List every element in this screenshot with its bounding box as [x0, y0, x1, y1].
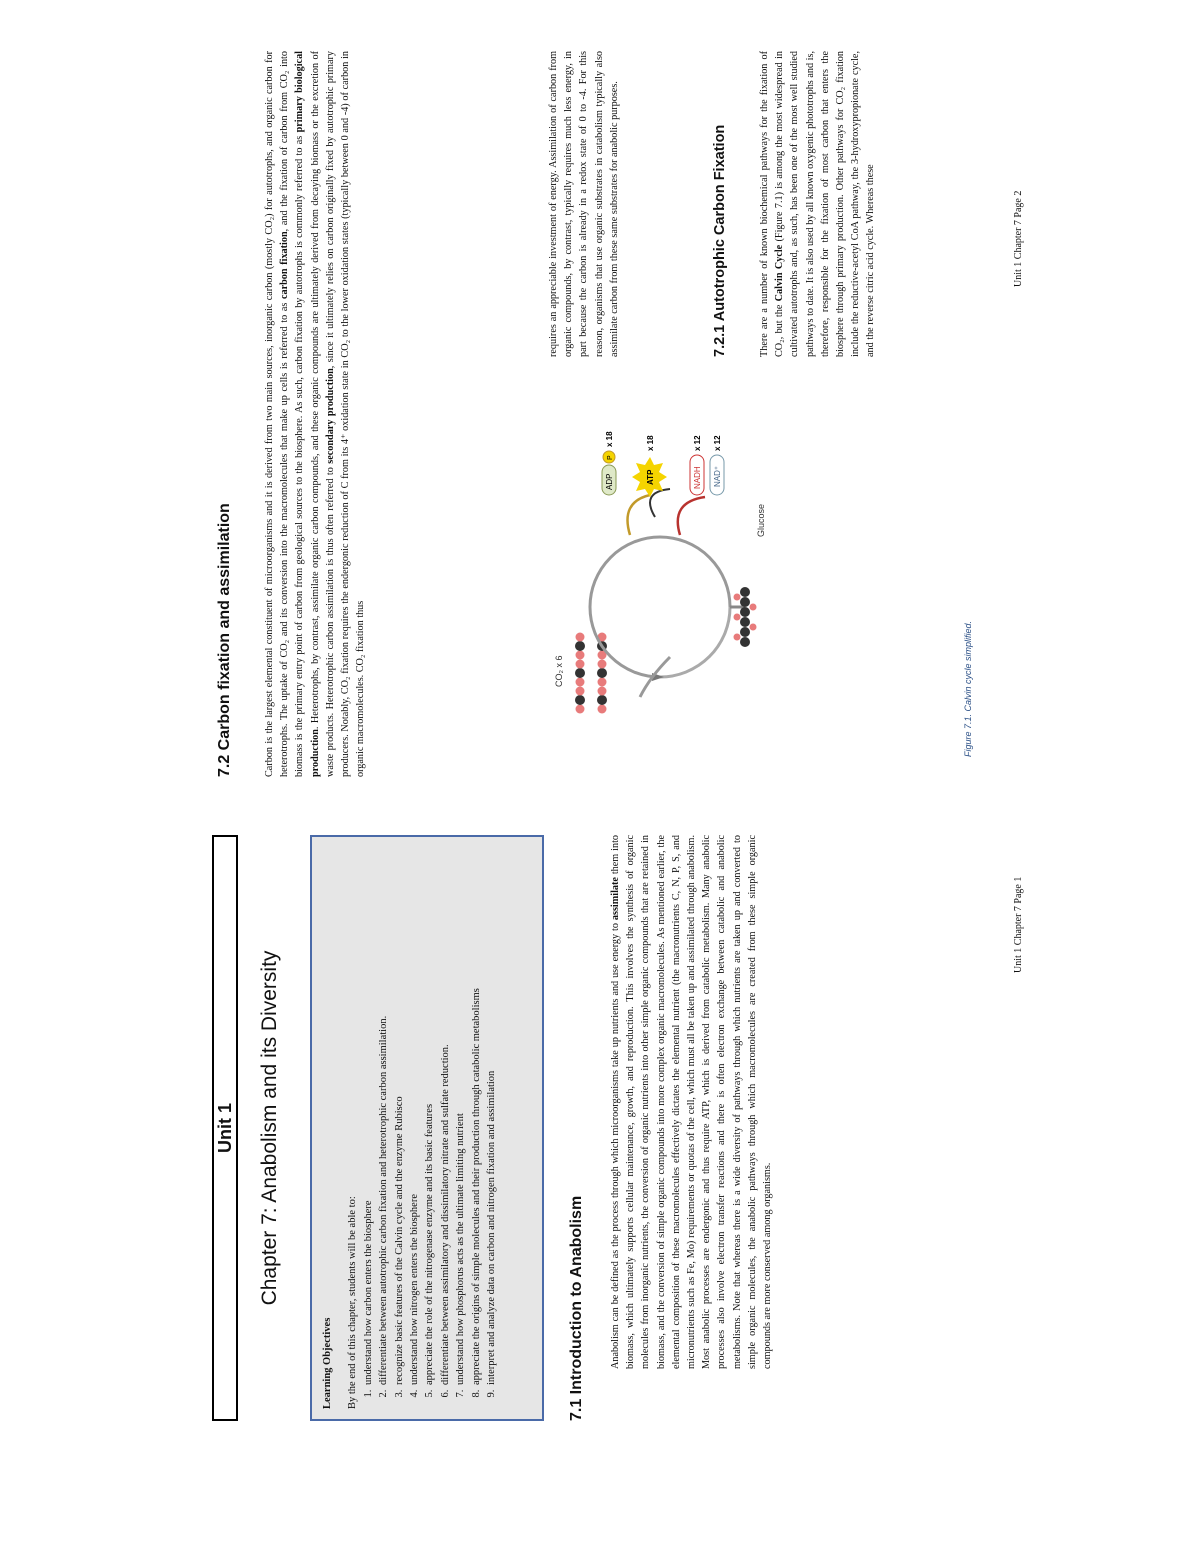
- bold-term: carbon fixation: [279, 231, 291, 299]
- text-run: them into biomass, which ultimately supports cellular maintenance, growth, and reproduction. This involves the synthesis of organic molecules from inorganic nutrients, the conversion of organic nutrients into other simple organic compounds that are retained in biomass, and the conversion of simple organic compounds into more complex organic macromolecules. As mentioned earlier, the elemental composition of these macromolecules effectively dictates the elemental nutrient (the macronutrients C, N, P, S, and micronutrients such as Fe, Mo) requirements or quotas of the cell, which must all be taken up and assimilated through anabolism. Most anabolic processes are endergonic and thus require ATP, which is derived from catabolic metabolism. Many anabolic processes also involve electron transfer reactions and there is often electron exchange between catabolic and anabolic metabolisms. Note that whereas there is a wide diversity of pathways through which nutrients are taken up and converted to simple organic molecules, the anabolic pathways through which macromolecules are created from these simple organic compounds are more conserved among organisms.: [610, 834, 774, 1369]
- text-run: , since it ultimately relies on carbon originally fixed by autotrophic primary producers. Notably, CO₂ fixation requires the endergonic reduction of C from its 4⁺ oxidation state in CO₂ to the lower oxidation states (typically between 0 and -4) of carbon in organic macromolecules. CO₂ fixation thus: [324, 51, 367, 777]
- bold-term: assimilate: [610, 877, 621, 921]
- learning-objectives-list: [361, 847, 500, 1409]
- section-7-2-1-paragraph: [757, 51, 879, 357]
- text-run: Anabolism can be defined as the process through which microorganisms take up nutrients and use energy to: [610, 920, 621, 1369]
- atp-count: x 18: [646, 435, 655, 451]
- text-run: Carbon is the largest elemental constituent of microorganisms and it is derived from two main sources, inorganic carbon (mostly CO₂) for autotrophs, and organic carbon for heterotrophs. The uptake of CO₂ and its conversion into the macromolecules that make up cells is referred to as: [264, 51, 291, 777]
- objective-item: 7. understand how phosphorus acts as the ultimate limiting nutrient: [453, 847, 468, 1387]
- glucose-molecule-icon: [734, 587, 757, 647]
- glucose-label: Glucose: [756, 503, 766, 537]
- adp-count: x 18: [605, 431, 614, 447]
- nad-pill: [710, 435, 724, 495]
- page-1: [0, 777, 1200, 1553]
- objective-item: 8. appreciate the origins of simple molecules and their production through catabolic metabolisms: [469, 847, 484, 1387]
- phosphate-label: P: [607, 455, 614, 460]
- text-run: , and the fixation of carbon from CO₂ into biomass is the primary entry point of carbon from geological sources to the biosphere. As such, carbon fixation by autotrophs is commonly referred to as: [279, 51, 306, 777]
- adp-label: ADP: [605, 473, 614, 490]
- objective-item: 2. differentiate between autotrophic carbon fixation and heterotrophic carbon assimilation.: [376, 847, 391, 1387]
- objective-item: 5. appreciate the role of the nitrogenase enzyme and its basic features: [422, 847, 437, 1387]
- section-7-1-paragraph: [608, 835, 775, 1369]
- section-7-2-paragraph: [262, 51, 368, 777]
- text-run: (Figure 7.1) is among the most widespread in cultivated autotrophs and, as such, has been one of the most well studied pathways to date. It is also used by all known oxygenic phototrophs and is, therefore, responsible for the fixation of most carbon that enters the biosphere through primary production. Other pathways for CO₂ fixation include the reductive-acetyl CoA pathway, the 3-hydroxypropionate cycle, and the reverse citric acid cycle. Whereas these: [774, 50, 877, 357]
- chapter-title: Chapter 7: Anabolism and its Diversity: [258, 950, 281, 1306]
- section-heading-7-1: 7.1 Introduction to Anabolism: [568, 1195, 585, 1421]
- nadh-count: x 12: [693, 435, 702, 451]
- figure-caption: Figure 7.1. Calvin cycle simplified.: [963, 620, 973, 757]
- bold-term: primary biological production: [294, 50, 321, 777]
- nad-count: x 12: [713, 435, 722, 451]
- objective-item: 1. understand how carbon enters the biosphere: [361, 847, 376, 1387]
- unit-label: Unit 1: [214, 1103, 235, 1154]
- adp-pill: [602, 431, 616, 495]
- text-run: . Heterotrophs, by contrast, assimilate organic carbon compounds, and these organic compounds are ultimately derived from decaying biomass or the excretion of waste products. Heterotrophic carbon assimilation is thus often referred to: [309, 51, 336, 777]
- objective-item: 9. interpret and analyze data on carbon and nitrogen fixation and assimilation: [484, 847, 499, 1387]
- learning-objectives-intro: By the end of this chapter, students will be able to:: [347, 1196, 359, 1409]
- learning-objectives-box: [310, 835, 544, 1421]
- section-heading-7-2: 7.2 Carbon fixation and assimilation: [216, 503, 233, 777]
- nad-arrow-icon: [650, 489, 670, 517]
- objective-item: 3. recognize basic features of the Calvin cycle and the enzyme Rubisco: [392, 847, 407, 1387]
- nadh-arrow-icon: [678, 497, 705, 535]
- learning-objectives-title: Learning Objectives: [322, 1317, 333, 1409]
- objective-item: 6. differentiate between assimilatory and dissimilatory nitrate and sulfate reduction.: [438, 847, 453, 1387]
- subsection-heading-7-2-1: 7.2.1 Autotrophic Carbon Fixation: [712, 124, 728, 357]
- cycle-circle-icon: [590, 537, 745, 697]
- bold-term: secondary production: [324, 368, 336, 464]
- section-7-2-paragraph-continued: requires an appreciable investment of energy. Assimilation of carbon from organic compounds, by contrast, typically requires much less energy, in part because the carbon is already in a redox state of 0 to -4. For this reason, organisms that use organic substrates in catabolism typically also assimilate carbon from these same substrates for anabolic purposes.: [548, 51, 620, 357]
- atp-label: ATP: [646, 469, 655, 485]
- calvin-cycle-figure: [540, 377, 770, 757]
- unit-title-box: [212, 835, 238, 1421]
- nadh-pill: [690, 435, 704, 495]
- atp-arrow-icon: [628, 495, 651, 535]
- nadh-label: NADH: [693, 466, 702, 489]
- objective-item: 4. understand how nitrogen enters the biosphere: [407, 847, 422, 1387]
- co2-label: CO₂ x 6: [554, 655, 564, 687]
- bold-term: Calvin Cycle: [774, 244, 786, 302]
- text-run: There are a number of known biochemical pathways for the fixation of CO₂, but the: [759, 51, 786, 357]
- page-footer: Unit 1 Chapter 7 Page 1: [1013, 876, 1024, 973]
- nad-label: NAD⁺: [713, 465, 722, 487]
- page-footer: Unit 1 Chapter 7 Page 2: [1013, 190, 1024, 287]
